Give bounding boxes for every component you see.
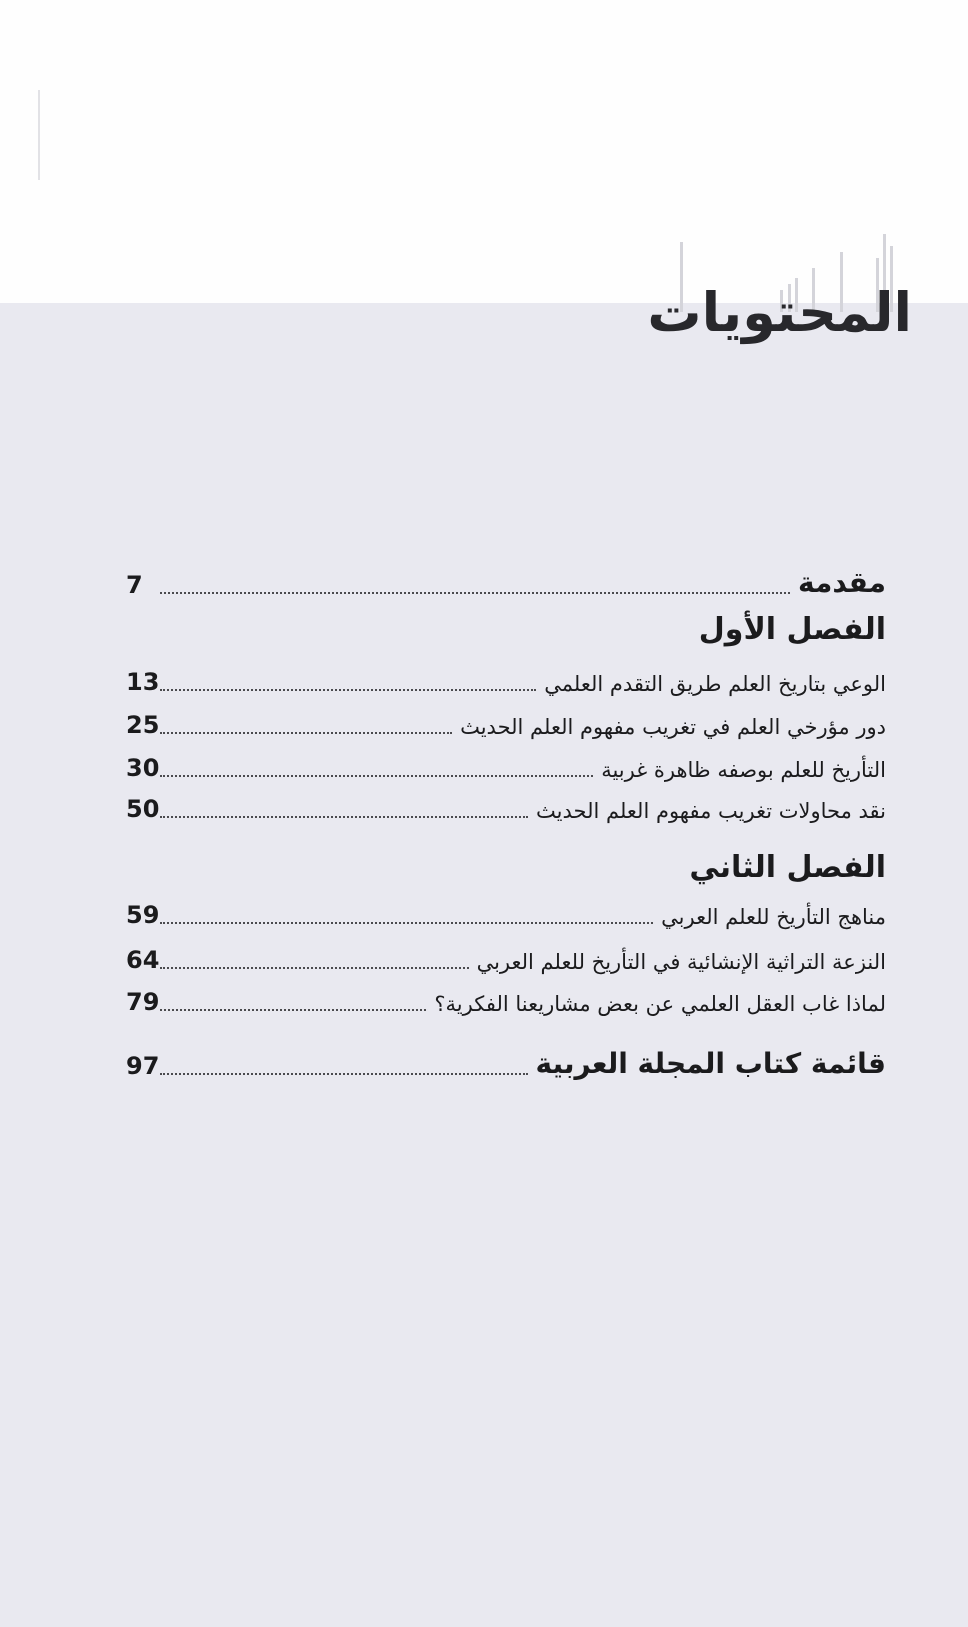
toc-page-number: 50: [126, 795, 160, 823]
dot-leader: [160, 967, 469, 969]
dot-leader: [160, 689, 536, 691]
dot-leader: [160, 775, 593, 777]
toc-entry-label: لماذا غاب العقل العلمي عن بعض مشاريعنا الفكرية؟: [434, 992, 886, 1016]
toc-entry-label: نقد محاولات تغريب مفهوم العلم الحديث: [536, 799, 886, 823]
dot-leader: [160, 732, 452, 734]
toc-entry: [126, 895, 886, 933]
toc-entry: [126, 705, 886, 743]
toc-entry-label: الوعي بتاريخ العلم طريق التقدم العلمي: [544, 672, 886, 696]
toc-page-number: 64: [126, 946, 160, 974]
dot-leader: [160, 592, 790, 594]
toc-page-number: 25: [126, 711, 160, 739]
toc-page-number: 7: [126, 571, 143, 599]
toc-entry: [126, 789, 886, 827]
toc-entry: [126, 940, 886, 978]
toc-page-number: 30: [126, 754, 160, 782]
toc-entry-label: مناهج التأريخ للعلم العربي: [661, 905, 886, 929]
dot-leader: [160, 816, 528, 818]
toc-page-number: 79: [126, 988, 160, 1016]
toc-entry-label: دور مؤرخي العلم في تغريب مفهوم العلم الحديث: [460, 715, 886, 739]
toc-entry-closing: [126, 1046, 886, 1084]
chapter-heading: الفصل الأول: [698, 612, 886, 647]
toc-entry-label: قائمة كتاب المجلة العربية: [535, 1047, 886, 1080]
toc-entry-intro: [126, 565, 886, 603]
chapter-heading: الفصل الثاني: [689, 850, 886, 885]
toc-entry: [126, 982, 886, 1020]
toc-entry: [126, 748, 886, 786]
toc-page-number: 59: [126, 901, 160, 929]
toc-entry-label: النزعة التراثية الإنشائية في التأريخ للعلم العربي: [476, 950, 886, 974]
dot-leader: [160, 922, 653, 924]
toc-page-number: 97: [126, 1052, 160, 1080]
page-title: المحتويات: [647, 281, 912, 344]
dot-leader: [160, 1009, 426, 1011]
toc-entry-label: مقدمة: [798, 566, 886, 599]
toc-entry: [126, 662, 886, 700]
toc-entry-label: التأريخ للعلم بوصفه ظاهرة غربية: [601, 758, 886, 782]
toc-page-number: 13: [126, 668, 160, 696]
dot-leader: [160, 1073, 528, 1075]
